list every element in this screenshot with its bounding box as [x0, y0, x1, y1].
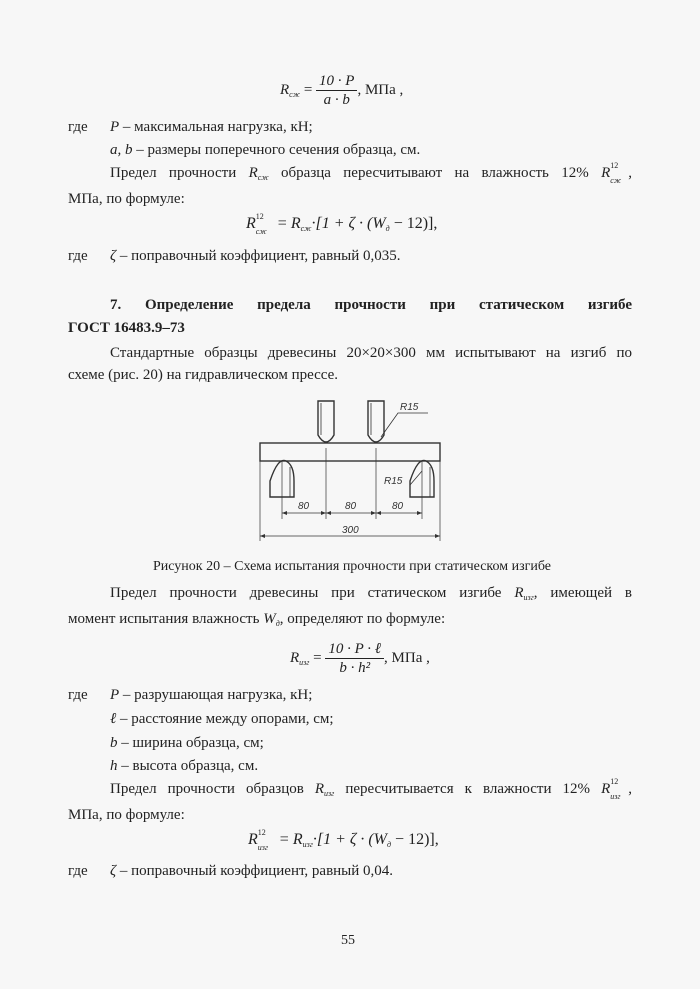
fraction — [325, 640, 384, 677]
formula-body: − 12)], — [389, 215, 438, 232]
var-description: – высота образца, см. — [117, 758, 259, 774]
text: , определяют по формуле: — [279, 611, 446, 627]
formula-compression-12 — [246, 214, 437, 238]
formula-subscript: сж — [289, 90, 301, 99]
formula-compression-strength — [280, 70, 403, 110]
formula-bending-strength — [290, 636, 430, 680]
formula-unit: , МПа , — [357, 82, 404, 98]
formula-symbol: R — [246, 215, 256, 232]
heading-word: предела — [257, 297, 311, 313]
paragraph-line — [110, 161, 633, 187]
var-description: – расстояние между опорами, см; — [116, 711, 334, 727]
formula-subscript: сж — [255, 227, 267, 236]
punctuation: , — [628, 165, 633, 181]
formula-body: ·[1 + ζ · (W — [312, 831, 387, 848]
section-heading — [110, 296, 632, 315]
heading-word: прочности — [334, 297, 406, 313]
var-description: – максимальная нагрузка, кН; — [119, 119, 313, 135]
formula-symbol: R — [248, 165, 258, 181]
var-symbol: a, b — [110, 142, 133, 158]
formula-symbol: R — [292, 831, 303, 848]
var-description: – поправочный коэффициент, равный 0,035. — [116, 248, 401, 264]
var-symbol: ζ — [110, 863, 117, 879]
bending-test-diagram — [250, 393, 450, 548]
paragraph-line — [68, 610, 445, 633]
where-line — [110, 757, 258, 776]
formula-symbol: R — [601, 781, 611, 797]
formula-symbol: R — [601, 165, 611, 181]
formula-superscript: 12 — [610, 161, 619, 170]
where-line — [110, 734, 264, 753]
var-description: – размеры поперечного сечения образца, см. — [132, 142, 421, 158]
heading-word: Определение — [145, 297, 234, 313]
where-word: где — [68, 119, 88, 135]
fraction-denominator: a · b — [323, 92, 350, 109]
var-description: – разрушающая нагрузка, кН; — [119, 687, 313, 703]
where-line — [68, 118, 313, 137]
formula-subscript: изг — [523, 593, 534, 602]
formula-subscript: изг — [299, 658, 310, 667]
fraction-numerator: 10 · P · ℓ — [325, 640, 384, 659]
paragraph-line: схеме (рис. 20) на гидравлическом прессе. — [68, 367, 339, 383]
section-number: 7. — [110, 297, 122, 313]
text: , имеющей в — [533, 585, 632, 601]
var-symbol: h — [110, 758, 118, 774]
formula-subscript: изг — [610, 792, 621, 801]
formula-superscript: 12 — [255, 212, 264, 221]
where-line — [68, 862, 393, 881]
section-heading-standard: ГОСТ 16483.9–73 — [68, 320, 185, 336]
where-line — [68, 247, 401, 266]
formula-superscript: 12 — [610, 777, 619, 786]
fraction-numerator: 10 · P — [316, 72, 357, 91]
text: Предел прочности образцов — [110, 781, 304, 797]
heading-word: при — [429, 297, 456, 313]
heading-word: изгибе — [587, 297, 633, 313]
heading-word: статическом — [479, 297, 565, 313]
where-line — [110, 710, 334, 729]
figure-caption: Рисунок 20 – Схема испытания прочности при статическом изгибе — [153, 559, 552, 574]
formula-unit: , МПа , — [384, 650, 430, 666]
text: Предел прочности древесины при статическом изгибе — [110, 585, 502, 601]
dimension-80-center: 80 — [345, 501, 357, 512]
text: образца пересчитывают на влажность 12% — [281, 165, 589, 181]
paragraph-line — [110, 777, 633, 803]
formula-subscript: изг — [302, 840, 313, 849]
var-description: – поправочный коэффициент, равный 0,04. — [116, 863, 394, 879]
formula-symbol: R — [248, 831, 258, 848]
dimension-80-left: 80 — [298, 501, 310, 512]
dimension-300-total: 300 — [342, 525, 359, 536]
formula-symbol: R — [280, 82, 290, 98]
var-symbol: ζ — [110, 248, 117, 264]
var-symbol: P — [110, 687, 120, 703]
formula-superscript: 12 — [257, 828, 266, 837]
var-symbol: ℓ — [110, 711, 117, 727]
paragraph-line: МПа, по формуле: — [68, 191, 185, 207]
text: момент испытания влажность — [68, 611, 260, 627]
formula-subscript: сж — [257, 173, 269, 182]
label-r15-top: R15 — [400, 402, 419, 413]
formula-body: − 12)], — [391, 831, 439, 848]
var-symbol: b — [110, 735, 118, 751]
where-word: где — [68, 687, 88, 703]
formula-symbol: R — [290, 650, 300, 666]
equals-sign: = — [279, 831, 289, 848]
formula-subscript: сж — [610, 176, 622, 185]
formula-symbol: R — [290, 215, 301, 232]
var-description: – ширина образца, см; — [117, 735, 264, 751]
where-word: где — [68, 248, 88, 264]
formula-subscript: сж — [300, 224, 312, 233]
var-symbol: P — [110, 119, 120, 135]
equals-sign: = — [303, 82, 313, 98]
label-r15-mid: R15 — [384, 476, 403, 487]
formula-body: ·[1 + ζ · (W — [311, 215, 386, 232]
formula-subscript: д — [385, 224, 390, 233]
formula-subscript: д — [275, 619, 280, 628]
dimension-80-right: 80 — [392, 501, 404, 512]
where-line — [68, 686, 312, 705]
where-line — [110, 141, 420, 160]
paragraph-line: Стандартные образцы древесины 20×20×300 мм испытывают на изгиб по — [110, 345, 632, 361]
formula-symbol: W — [263, 611, 276, 627]
text: пересчитывается к влажности 12% — [345, 781, 591, 797]
equals-sign: = — [277, 215, 287, 232]
fraction-denominator: b · h² — [339, 660, 371, 677]
equals-sign: = — [313, 650, 322, 666]
formula-subscript: изг — [324, 789, 335, 798]
page-number: 55 — [341, 933, 355, 948]
formula-subscript: д — [387, 840, 392, 849]
fraction — [316, 72, 357, 109]
formula-symbol: R — [514, 585, 524, 601]
punctuation: , — [628, 781, 633, 797]
formula-symbol: R — [314, 781, 325, 797]
specimen-beam — [260, 443, 440, 461]
where-word: где — [68, 863, 88, 879]
paragraph-line — [110, 584, 632, 607]
paragraph-line: МПа, по формуле: — [68, 807, 185, 823]
formula-bending-12 — [248, 830, 439, 854]
formula-subscript: изг — [257, 843, 269, 852]
text: Предел прочности — [110, 165, 237, 181]
loading-head-left — [318, 401, 334, 442]
